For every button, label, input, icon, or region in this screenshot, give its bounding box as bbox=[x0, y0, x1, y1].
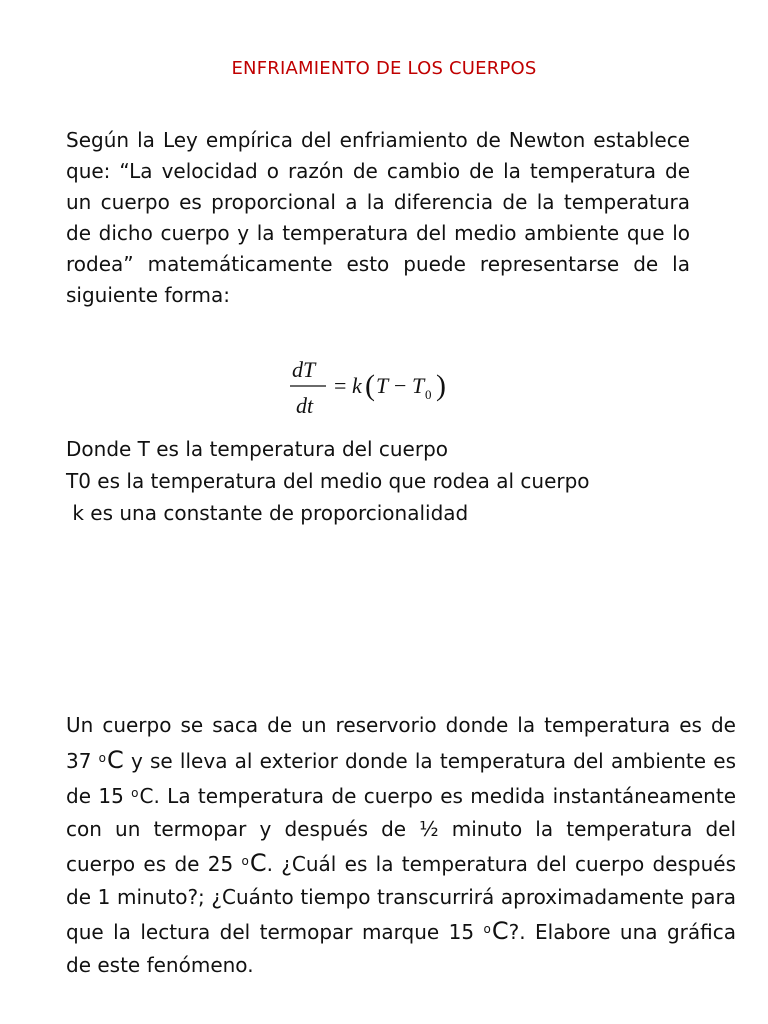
degree-symbol: o bbox=[131, 786, 139, 800]
definition-line: Donde T es la temperatura del cuerpo bbox=[66, 437, 449, 461]
problem-paragraph bbox=[66, 709, 736, 981]
celsius-symbol: C bbox=[107, 745, 124, 774]
formula-k: k bbox=[352, 373, 362, 398]
problem-text: C. La temperatura de cuerpo es medida instantáneamente con un termopar y después de ½ minuto la temperatura del cuerpo es de 25 bbox=[66, 784, 736, 876]
newton-cooling-formula bbox=[290, 355, 470, 421]
svg-text:−: − bbox=[394, 373, 407, 398]
degree-symbol: o bbox=[241, 854, 249, 868]
svg-text:): ) bbox=[436, 369, 446, 402]
problem-text: ?. Elabore una gráfica de este fenómeno. bbox=[66, 920, 736, 977]
formula-subscript: 0 bbox=[425, 387, 432, 402]
problem-text: . ¿Cuál es la temperatura del cuerpo después de 1 minuto?; ¿Cuánto tiempo transcurrirá aproximadamente para que la lectura del termopar marque 15 bbox=[66, 852, 736, 944]
problem-text: y se lleva al exterior donde la temperatura del ambiente es de 15 bbox=[66, 748, 736, 808]
formula-T: T bbox=[376, 373, 389, 398]
svg-text:(: ( bbox=[365, 369, 375, 402]
formula-T0: T bbox=[412, 373, 425, 398]
celsius-symbol: C bbox=[491, 917, 509, 945]
formula-numerator: dT bbox=[292, 357, 316, 382]
celsius-symbol: C bbox=[249, 849, 267, 877]
degree-symbol: o bbox=[483, 922, 491, 936]
definitions-list bbox=[66, 433, 590, 529]
definition-line: T0 es la temperatura del medio que rodea al cuerpo bbox=[66, 469, 590, 493]
definition-line: k es una constante de proporcionalidad bbox=[66, 501, 469, 525]
formula-denominator: dt bbox=[296, 393, 314, 418]
degree-symbol: o bbox=[98, 750, 106, 765]
intro-paragraph: Según la Ley empírica del enfriamiento de Newton establece que: “La velocidad o razón de cambio de la temperatura de un cuerpo es proporcional a la diferencia de la temperatura de dicho cuerpo y la temperatura del medio ambiente que lo rodea” matemáticamente esto puede representarse de la siguiente forma: bbox=[66, 128, 690, 307]
problem-text: Un cuerpo se saca de un reservorio donde la temperatura es de 37 bbox=[66, 713, 736, 773]
page-title: ENFRIAMIENTO DE LOS CUERPOS bbox=[231, 58, 537, 79]
svg-text:=: = bbox=[334, 373, 347, 398]
